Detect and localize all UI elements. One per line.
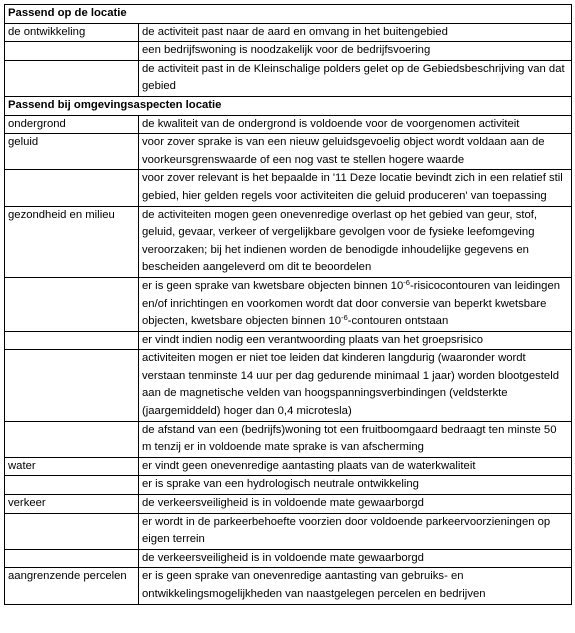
criterion-cell [139,60,572,96]
criterion-text: de kwaliteit van de ondergrond is voldoende voor de voorgenomen activiteit [142,117,520,130]
section-title: Passend op de locatie [5,5,572,24]
aspect-cell [5,331,139,350]
criterion-text: voor zover relevant is het bepaalde in '11 Deze locatie bevindt zich in een relatief stil gebied, hier gelden regels voor activiteiten die geluid produceren' van toepassing [142,172,563,202]
criterion-text: de verkeersveiligheid is in voldoende mate gewaarborgd [142,551,424,564]
criterion-text: er vindt geen onevenredige aantasting plaats van de waterkwaliteit [142,459,476,472]
table-row [5,170,572,206]
aspect-cell: verkeer [5,495,139,514]
aspect-cell [5,350,139,421]
table-row [5,568,572,604]
criterion-text: er is sprake van een hydrologisch neutrale ontwikkeling [142,478,419,491]
section-header-row [5,5,572,24]
criterion-text: een bedrijfswoning is noodzakelijk voor de bedrijfsvoering [142,44,431,57]
table-row [5,115,572,134]
criterion-cell [139,23,572,42]
aspect-cell [5,60,139,96]
superscript-exponent: -6 [341,313,348,323]
aspect-cell: de ontwikkeling [5,23,139,42]
criterion-cell [139,457,572,476]
criterion-text: -risicocontouren van leidingen en/of inrichtingen en voorkomen wordt dat door conversie van beperkt kwetsbare objecten, kwetsbare objecten binnen 10 [142,279,561,328]
aspect-cell: geluid [5,134,139,170]
table-row [5,331,572,350]
aspect-cell [5,476,139,495]
aspect-cell [5,513,139,549]
criterion-text: de verkeersveiligheid is in voldoende mate gewaarborgd [142,497,424,510]
table-row [5,513,572,549]
criterion-text: de activiteit past naar de aard en omvang in het buitengebied [142,25,448,38]
criterion-text: voor zover sprake is van een nieuw geluidsgevoelig object wordt voldaan aan de voorkeursgrenswaarde of een nog vast te stellen hogere waarde [142,136,545,166]
criterion-cell [139,421,572,457]
table-row [5,60,572,96]
criterion-text: -contouren ontstaan [347,315,449,328]
criterion-text: de activiteit past in de Kleinschalige polders gelet op de Gebiedsbeschrijving van dat gebied [142,62,565,93]
criterion-cell [139,206,572,277]
criterion-text: de afstand van een (bedrijfs)woning tot een fruitboomgaard bedraagt ten minste 50 m tenzij er in voldoende mate sprake is van afscherming [142,423,557,454]
section-title: Passend bij omgevingsaspecten locatie [5,96,572,115]
table-row [5,206,572,277]
aspect-cell: ondergrond [5,115,139,134]
criterion-cell [139,513,572,549]
criterion-cell [139,331,572,350]
superscript-exponent: -6 [403,277,410,287]
section-header-row [5,96,572,115]
criterion-cell [139,42,572,61]
criterion-text: er is geen sprake van kwetsbare objecten binnen 10 [142,279,404,292]
aspect-cell [5,277,139,331]
criterion-cell [139,170,572,206]
criterion-cell [139,549,572,568]
table-row [5,421,572,457]
table-row [5,457,572,476]
criterion-text: er is geen sprake van onevenredige aantasting van gebruiks- en ontwikkelingsmogelijkheden van naastgelegen percelen en bedrijven [142,570,486,600]
aspect-cell [5,170,139,206]
criterion-cell [139,495,572,514]
aspect-cell [5,421,139,457]
criterion-cell [139,277,572,331]
criterion-text: er vindt indien nodig een verantwoording plaats van het groepsrisico [142,333,484,346]
table-row [5,476,572,495]
criterion-cell [139,568,572,604]
criterion-text: de activiteiten mogen geen onevenredige overlast op het gebied van geur, stof, geluid, gevaar, verkeer of vergelijkbare gevolgen voor de fysieke leefomgeving veroorzaken; bij het indienen worden de benodigde inhoudelijke gegevens en bescheiden aangeleverd om dit te beoordelen [142,208,538,274]
document [4,4,571,605]
aspect-cell: aangrenzende percelen [5,568,139,604]
criterion-text: activiteiten mogen er niet toe leiden dat kinderen langdurig (waaronder wordt verstaan tenminste 14 uur per dag gedurende minimaal 1 jaar) worden blootgesteld aan de magnetische velden van hoogspanningsverbindingen (veldsterkte (jaargemiddeld) hoger dan 0,4 microtesla) [142,352,559,418]
aspect-cell [5,549,139,568]
criterion-text: er wordt in de parkeerbehoefte voorzien door voldoende parkeervoorzieningen op eigen terrein [142,515,551,546]
table-row [5,350,572,421]
criterion-cell [139,350,572,421]
table-row [5,277,572,331]
table-row [5,42,572,61]
criterion-cell [139,115,572,134]
table-row [5,495,572,514]
aspect-cell [5,42,139,61]
table-row [5,23,572,42]
criterion-cell [139,476,572,495]
table-row [5,549,572,568]
criteria-table-body [5,5,572,605]
criterion-cell [139,134,572,170]
aspect-cell: water [5,457,139,476]
table-row [5,134,572,170]
criteria-table [4,4,572,605]
aspect-cell: gezondheid en milieu [5,206,139,277]
